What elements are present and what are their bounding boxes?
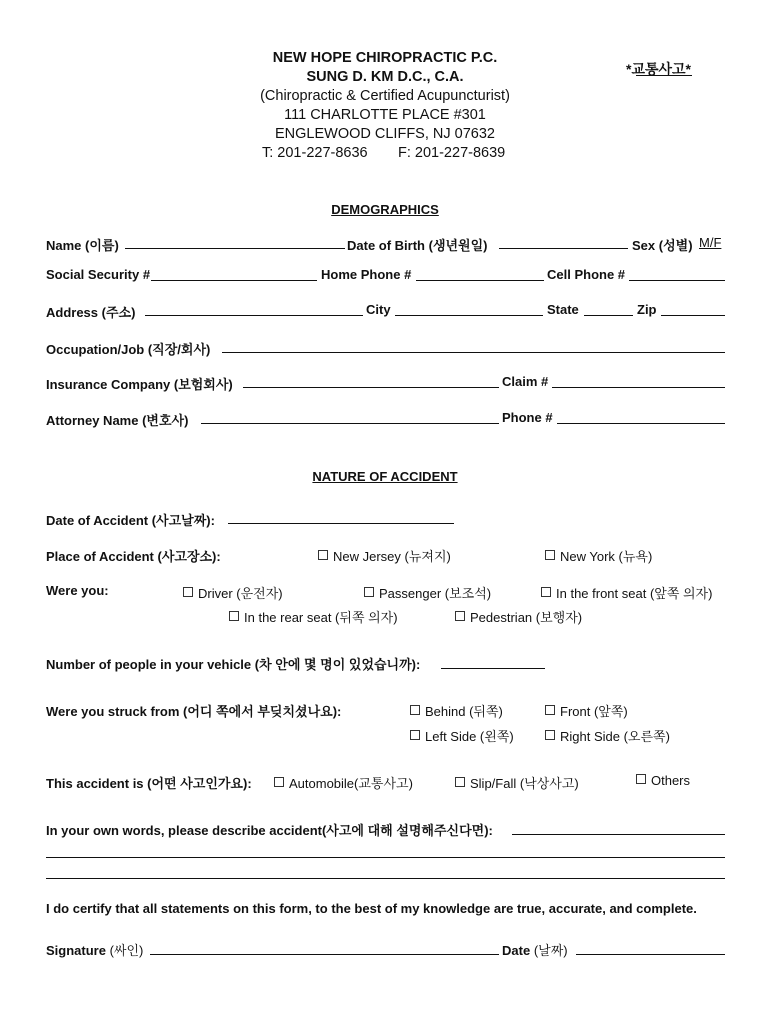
checkbox-icon: [183, 587, 193, 597]
insurance-field[interactable]: [243, 387, 499, 388]
checkbox-icon: [410, 705, 420, 715]
name-field[interactable]: [125, 248, 345, 249]
occupation-field[interactable]: [222, 352, 725, 353]
checkbox-icon: [541, 587, 551, 597]
people-count-label: Number of people in your vehicle (차 안에 몇 명이 있었습니까):: [46, 657, 421, 672]
home-phone-label: Home Phone #: [321, 267, 412, 282]
state-label: State: [547, 302, 579, 317]
struck-right-option[interactable]: Right Side (오른쪽): [545, 726, 670, 745]
struck-from-label: Were you struck from (어디 쪽에서 부딪치셨나요):: [46, 704, 342, 719]
sex-value[interactable]: M/F: [699, 235, 722, 250]
signature-label: Signature (싸인): [46, 943, 144, 958]
zip-field[interactable]: [661, 315, 725, 316]
name-label: Name (이름): [46, 238, 119, 253]
place-new-jersey-option[interactable]: New Jersey (뉴져지): [318, 546, 451, 565]
type-slip-fall-option[interactable]: Slip/Fall (낙상사고): [455, 773, 579, 792]
signature-field[interactable]: [150, 954, 499, 955]
state-field[interactable]: [584, 315, 633, 316]
dob-field[interactable]: [499, 248, 628, 249]
struck-behind-option[interactable]: Behind (뒤쪽): [410, 701, 503, 720]
describe-field-line-3[interactable]: [46, 878, 725, 879]
accident-date-label: Date of Accident (사고날짜):: [46, 513, 215, 528]
form-tag: *교통사고*: [626, 61, 691, 77]
dob-label: Date of Birth (생년원일): [347, 238, 488, 253]
checkbox-icon: [545, 550, 555, 560]
clinic-city: ENGLEWOOD CLIFFS, NJ 07632: [275, 126, 495, 142]
clinic-phone: T: 201-227-8636: [262, 145, 368, 161]
type-automobile-option[interactable]: Automobile(교통사고): [274, 773, 413, 792]
attorney-label: Attorney Name (변호사): [46, 413, 189, 428]
role-front-seat-option[interactable]: In the front seat (앞쪽 의자): [541, 583, 712, 602]
type-others-option[interactable]: Others: [636, 773, 690, 788]
checkbox-icon: [274, 777, 284, 787]
address-field[interactable]: [145, 315, 363, 316]
ssn-label: Social Security #: [46, 267, 151, 282]
clinic-name: NEW HOPE CHIROPRACTIC P.C.: [272, 50, 498, 66]
describe-field-line-2[interactable]: [46, 857, 725, 858]
address-label: Address (주소): [46, 305, 136, 320]
checkbox-icon: [545, 730, 555, 740]
attorney-phone-field[interactable]: [557, 423, 725, 424]
accident-type-label: This accident is (어떤 사고인가요):: [46, 776, 252, 791]
cell-phone-label: Cell Phone #: [547, 267, 626, 282]
accident-title: NATURE OF ACCIDENT: [312, 469, 458, 484]
claim-label: Claim #: [502, 374, 549, 389]
checkbox-icon: [455, 777, 465, 787]
doctor-name: SUNG D. KM D.C., C.A.: [306, 69, 464, 85]
checkbox-icon: [636, 774, 646, 784]
checkbox-icon: [455, 611, 465, 621]
checkbox-icon: [229, 611, 239, 621]
city-field[interactable]: [395, 315, 543, 316]
checkbox-icon: [545, 705, 555, 715]
checkbox-icon: [318, 550, 328, 560]
struck-front-option[interactable]: Front (앞쪽): [545, 701, 628, 720]
people-count-field[interactable]: [441, 668, 545, 669]
place-new-york-option[interactable]: New York (뉴욕): [545, 546, 652, 565]
accident-date-field[interactable]: [228, 523, 454, 524]
insurance-label: Insurance Company (보험회사): [46, 377, 233, 392]
city-label: City: [366, 302, 391, 317]
describe-label: In your own words, please describe accident(사고에 대해 설명해주신다면):: [46, 823, 493, 838]
struck-left-option[interactable]: Left Side (왼쪽): [410, 726, 514, 745]
date-label: Date (날짜): [502, 943, 568, 958]
clinic-street: 111 CHARLOTTE PLACE #301: [284, 107, 486, 123]
certify-statement: I do certify that all statements on this form, to the best of my knowledge are true, accurate, and complete.: [46, 901, 697, 916]
role-driver-option[interactable]: Driver (운전자): [183, 583, 283, 602]
role-passenger-option[interactable]: Passenger (보조석): [364, 583, 491, 602]
accident-place-label: Place of Accident (사고장소):: [46, 549, 221, 564]
role-pedestrian-option[interactable]: Pedestrian (보행자): [455, 607, 582, 626]
date-field[interactable]: [576, 954, 725, 955]
cell-phone-field[interactable]: [629, 280, 725, 281]
home-phone-field[interactable]: [416, 280, 544, 281]
checkbox-icon: [410, 730, 420, 740]
role-rear-seat-option[interactable]: In the rear seat (뒤쪽 의자): [229, 607, 398, 626]
claim-field[interactable]: [552, 387, 725, 388]
clinic-specialty: (Chiropractic & Certified Acupuncturist): [260, 88, 510, 104]
zip-label: Zip: [637, 302, 657, 317]
sex-label: Sex (성별): [632, 238, 693, 253]
occupation-label: Occupation/Job (직장/회사): [46, 342, 211, 357]
were-you-label: Were you:: [46, 583, 109, 598]
ssn-field[interactable]: [151, 280, 317, 281]
attorney-field[interactable]: [201, 423, 499, 424]
clinic-fax: F: 201-227-8639: [398, 145, 506, 161]
checkbox-icon: [364, 587, 374, 597]
demographics-title: DEMOGRAPHICS: [331, 202, 439, 217]
attorney-phone-label: Phone #: [502, 410, 553, 425]
describe-field-line-1[interactable]: [512, 834, 725, 835]
